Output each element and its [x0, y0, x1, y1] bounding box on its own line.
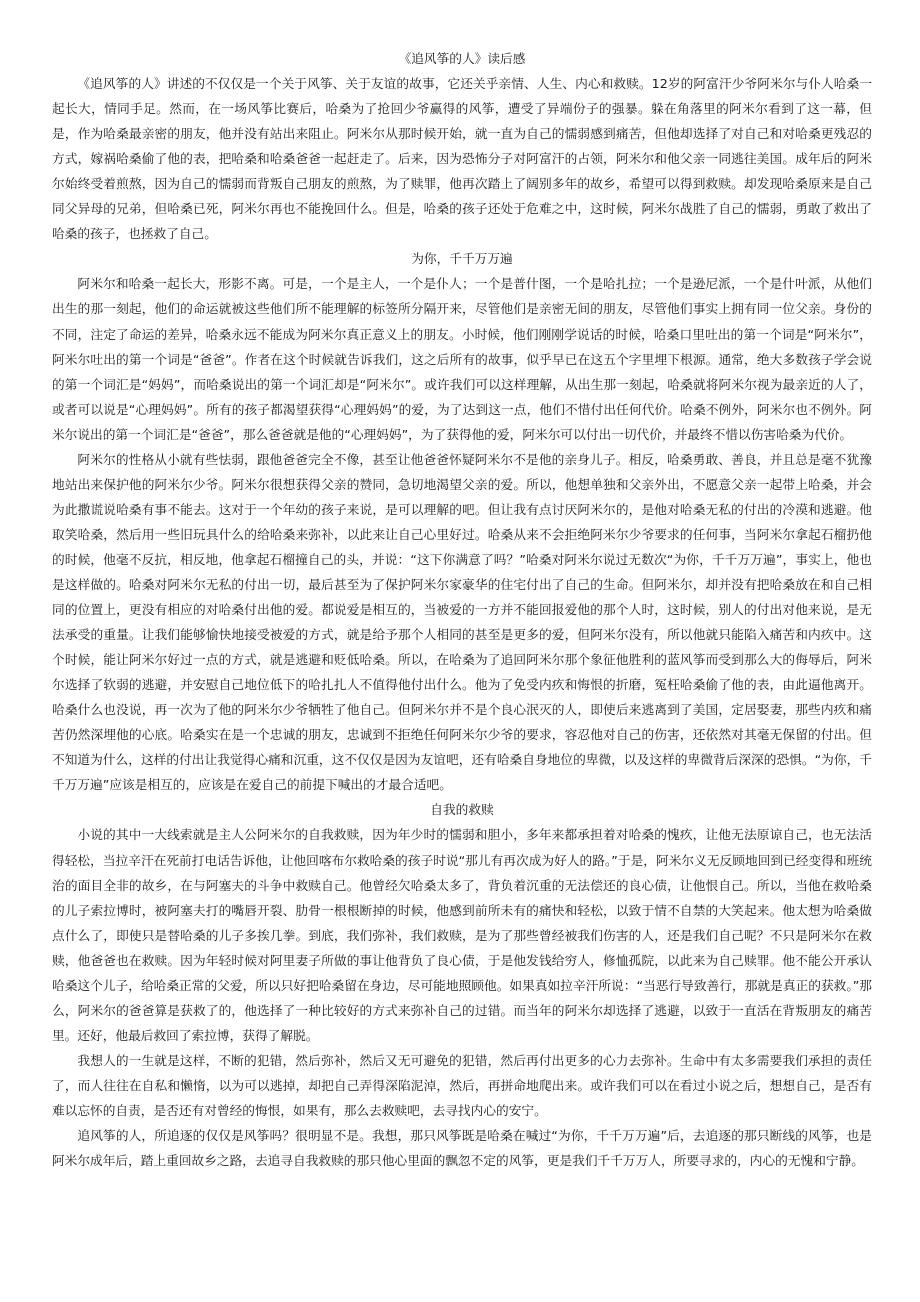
intro-paragraph: 《追风筝的人》讲述的不仅仅是一个关于风筝、关于友谊的故事，它还关乎亲情、人生、内心和救赎。12岁的阿富汗少爷阿米尔与仆人哈桑一起长大，情同手足。然而，在一场风筝比赛后，哈桑为了抢回少爷赢得的风筝，遭受了异端份子的强暴。躲在角落里的阿米尔看到了这一幕，但是，作为哈桑最亲密的朋友，他并没有站出来阻止。阿米尔从那时候开始，就一直为自己的懦弱感到痛苦，但他却选择了对自己和对哈桑更残忍的方式，嫁祸哈桑偷了他的表，把哈桑和哈桑爸爸一起赶走了。后来，因为恐怖分子对阿富汗的占领，阿米尔和他父亲一同逃往美国。成年后的阿米尔始终受着煎熬，因为自己的懦弱而背叛自己朋友的煎熬，为了赎罪，他再次踏上了阔别多年的故乡，希望可以得到救赎。却发现哈桑原来是自己同父异母的兄弟，但哈桑已死，阿米尔再也不能挽回什么。但是，哈桑的孩子还处于危难之中，这时候，阿米尔战胜了自己的懦弱，勇敢了救出了哈桑的孩子，也拯救了自己。	[52, 76, 872, 242]
section-heading-for-you: 为你，千千万万遍	[411, 251, 513, 267]
paragraph: 我想人的一生就是这样，不断的犯错，然后弥补，然后又无可避免的犯错，然后再付出更多的心力去弥补。生命中有太多需要我们承担的责任了，而人往往在自私和懒惰，以为可以逃掉，却把自己弄得深陷泥淖，然后，再拼命地爬出来。或许我们可以在看过小说之后，想想自己，是否有难以忘怀的自责，是否还有对曾经的悔恨，如果有，那么去救赎吧，去寻找内心的安宁。	[52, 1052, 872, 1118]
paragraph: 阿米尔的性格从小就有些怯弱，跟他爸爸完全不像，甚至让他爸爸怀疑阿米尔不是他的亲身儿子。相反，哈桑勇敢、善良，并且总是毫不犹豫地站出来保护他的阿米尔少爷。阿米尔很想获得父亲的赞同，急切地渴望父亲的爱。所以，他想单独和父亲外出，不愿意父亲一起带上哈桑，并会为此撒谎说哈桑有事不能去。这对于一个年幼的孩子来说，是可以理解的吧。但让我有点讨厌阿米尔的，是他对哈桑无私的付出的冷漠和逃避。他取笑哈桑，然后用一些旧玩具什么的给哈桑来弥补，以此来让自己心里好过。哈桑从来不会拒绝阿米尔少爷要求的任何事，当阿米尔拿起石榴扔他的时候，他毫不反抗，相反地，他拿起石榴撞自己的头，并说：“这下你满意了吗？”哈桑对阿米尔说过无数次“为你，千千万万遍”，事实上，他也是这样做的。哈桑对阿米尔无私的付出一切，最后甚至为了保护阿米尔家豪华的住宅付出了自己的生命。但阿米尔，却并没有把哈桑放在和自己相同的位置上，更没有相应的对哈桑付出他的爱。都说爱是相互的，当被爱的一方并不能回报爱他的那个人时，这时候，别人的付出对他来说，是无法承受的重量。让我们能够愉快地接受被爱的方式，就是给予那个人相同的甚至是更多的爱，但阿米尔没有，所以他就只能陷入痛苦和内疚中。这个时候，能让阿米尔好过一点的方式，就是逃避和贬低哈桑。所以，在哈桑为了追回阿米尔那个象征他胜利的蓝风筝而受到那么大的侮辱后，阿米尔选择了软弱的逃避，并安慰自己地位低下的哈扎扎人不值得他付出什么。他为了免受内疚和悔恨的折磨，冤枉哈桑偷了他的表，由此逼他离开。哈桑什么也没说，再一次为了他的阿米尔少爷牺牲了他自己。但阿米尔并不是个良心泯灭的人，即使后来逃离到了美国，定居娶妻，那些内疚和痛苦仍然深埋他的心底。哈桑实在是一个忠诚的朋友，忠诚到不拒绝任何阿米尔少爷的要求，容忍他对自己的伤害，还依然对其毫无保留的付出。但不知道为什么，这样的付出让我觉得心痛和沉重，这不仅仅是因为友谊吧，还有哈桑自身地位的卑微，以及这样的卑微背后深深的恐惧。“为你，千千万万遍”应该是相互的，应该是在爱自己的前提下喊出的才最合适吧。	[52, 451, 872, 793]
paragraph: 小说的其中一大线索就是主人公阿米尔的自我救赎，因为年少时的懦弱和胆小，多年来都承担着对哈桑的愧疚，让他无法原谅自己，也无法活得轻松，当拉辛汗在死前打电话告诉他，让他回喀布尔救哈桑的孩子时说“那儿有再次成为好人的路。”于是，阿米尔义无反顾地回到已经变得和班统治的面目全非的故乡，在与阿塞夫的斗争中救赎自己。他曾经欠哈桑太多了，背负着沉重的无法偿还的良心债，让他恨自己。所以，当他在救哈桑的儿子索拉博时，被阿塞夫打的嘴唇开裂、肋骨一根根断掉的时候，他感到前所未有的痛快和轻松，以致于情不自禁的大笑起来。他太想为哈桑做点什么了，即使只是替哈桑的儿子多挨几拳。到底，我们弥补，我们救赎，是为了那些曾经被我们伤害的人，还是我们自己呢？不只是阿米尔在救赎，他爸爸也在救赎。因为年轻时候对阿里妻子所做的事让他背负了良心债，于是他发钱给穷人，修恤孤院，以此来为自己赎罪。他不能公开承认哈桑这个儿子，给哈桑正常的父爱，所以只好把哈桑留在身边，尽可能地照顾他。如果真如拉辛汗所说：“当恶行导致善行，那就是真正的获救。”那么，阿米尔的爸爸算是获救了的，他选择了一种比较好的方式来弥补自己的过错。而当年的阿米尔却选择了逃避，以致于一直活在背叛朋友的痛苦里。还好，他最后救回了索拉博，获得了解脱。	[52, 827, 872, 1043]
paragraph: 阿米尔和哈桑一起长大，形影不离。可是，一个是主人，一个是仆人；一个是普什图，一个是哈扎拉；一个是逊尼派，一个是什叶派，从他们出生的那一刻起，他们的命运就被这些他们所不能理解的标签所分隔开来，尽管他们是亲密无间的朋友，尽管他们事实上拥有同一位父亲。身份的不同，注定了命运的差异，哈桑永远不能成为阿米尔真正意义上的朋友。小时候，他们刚刚学说话的时候，哈桑口里吐出的第一个词是“阿米尔”，阿米尔吐出的第一个词是“爸爸”。作者在这个时候就告诉我们，这之后所有的故事，似乎早已在这五个字里埋下根源。通常，绝大多数孩子学会说的第一个词汇是“妈妈”，而哈桑说出的第一个词汇却是“阿米尔”。或许我们可以这样理解，从出生那一刻起，哈桑就将阿米尔视为最亲近的人了，或者可以说是“心理妈妈”。所有的孩子都渴望获得“心理妈妈”的爱，为了达到这一点，他们不惜付出任何代价。哈桑不例外，阿米尔也不例外。阿米尔说出的第一个词汇是“爸爸”，那么爸爸就是他的“心理妈妈”，为了获得他的爱，阿米尔可以付出一切代价，并最终不惜以伤害哈桑为代价。	[52, 276, 872, 442]
essay-document	[52, 46, 872, 1173]
document-title: 《追风筝的人》读后感	[398, 51, 526, 66]
section-heading-redemption: 自我的救赎	[430, 802, 494, 818]
paragraph: 追风筝的人，所追逐的仅仅是风筝吗？很明显不是。我想，那只风筝既是哈桑在喊过“为你，千千万万遍”后，去追逐的那只断线的风筝，也是阿米尔成年后，踏上重回故乡之路，去追寻自我救赎的那只他心里面的飘忽不定的风筝，更是我们千千万万人，所要寻求的，内心的无愧和宁静。	[52, 1128, 872, 1169]
